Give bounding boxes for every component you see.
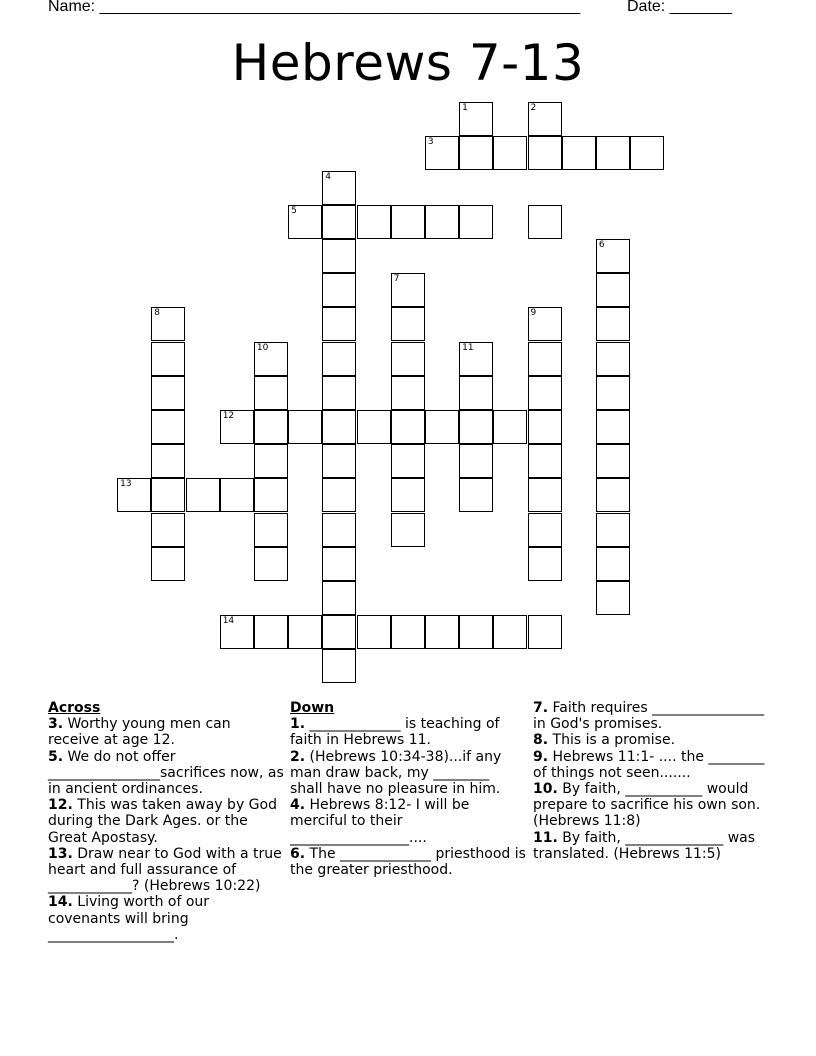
clue — [48, 749, 284, 798]
crossword-cell[interactable] — [596, 239, 630, 273]
clue-number: 13 — [120, 479, 132, 490]
clue — [48, 716, 284, 748]
crossword-cell[interactable] — [391, 205, 425, 239]
clue-number: 7 — [393, 274, 400, 285]
clue-number-label: 7. — [533, 700, 549, 716]
clue-text: Worthy young men can receive at age 12. — [48, 716, 231, 749]
crossword-cell[interactable] — [528, 136, 562, 170]
crossword-cell[interactable] — [459, 410, 493, 444]
crossword-cell[interactable] — [459, 102, 493, 136]
crossword-cell[interactable] — [596, 136, 630, 170]
crossword-cell[interactable] — [596, 307, 630, 341]
crossword-cell[interactable] — [459, 205, 493, 239]
clue-number-label: 11. — [533, 829, 558, 846]
crossword-cell[interactable] — [220, 615, 254, 649]
crossword-cell[interactable] — [322, 376, 356, 410]
clue-number: 14 — [222, 616, 235, 627]
crossword-cell[interactable] — [151, 410, 185, 444]
crossword-cell[interactable] — [528, 444, 562, 478]
clue-number-label: 1. — [290, 716, 306, 733]
crossword-cell[interactable] — [528, 376, 562, 410]
clue — [290, 797, 526, 846]
clue-number-label: 10. — [533, 781, 558, 798]
crossword-cell[interactable] — [425, 136, 459, 170]
crossword-cell[interactable] — [630, 136, 664, 170]
down-heading: Down — [290, 700, 335, 716]
crossword-cell[interactable] — [596, 342, 630, 376]
crossword-cell[interactable] — [322, 513, 356, 547]
crossword-cell[interactable] — [528, 478, 562, 512]
clue-number-label: 2. — [290, 748, 306, 765]
crossword-cell[interactable] — [254, 342, 288, 376]
crossword-cell[interactable] — [596, 478, 630, 512]
down-clues — [290, 700, 526, 878]
crossword-cell[interactable] — [391, 342, 425, 376]
clue — [290, 749, 526, 798]
crossword-cell[interactable] — [322, 478, 356, 512]
crossword-cell[interactable] — [322, 615, 356, 649]
crossword-cell[interactable] — [254, 444, 288, 478]
clue-number-label: 14. — [48, 894, 73, 911]
crossword-cell[interactable] — [528, 307, 562, 341]
crossword-cell[interactable] — [425, 410, 459, 444]
clue-text: Hebrews 8:12- I will be merciful to their _________________.... — [290, 797, 470, 846]
page-title: Hebrews 7-13 — [231, 34, 585, 92]
crossword-cell[interactable] — [151, 444, 185, 478]
crossword-cell[interactable] — [459, 376, 493, 410]
date-field-label: Date: _______ — [627, 0, 732, 15]
crossword-cell[interactable] — [391, 273, 425, 307]
crossword-cell[interactable] — [151, 307, 185, 341]
crossword-cell[interactable] — [186, 478, 220, 512]
clue-number-label: 3. — [48, 716, 64, 733]
crossword-cell[interactable] — [528, 547, 562, 581]
crossword-cell[interactable] — [596, 273, 630, 307]
crossword-cell[interactable] — [151, 342, 185, 376]
clue — [533, 749, 773, 781]
clue — [48, 894, 284, 943]
crossword-cell[interactable] — [322, 205, 356, 239]
crossword-cell[interactable] — [391, 410, 425, 444]
clue-number-label: 5. — [48, 748, 64, 765]
clue-number-label: 8. — [533, 732, 549, 749]
crossword-cell[interactable] — [151, 513, 185, 547]
crossword-cell[interactable] — [288, 410, 322, 444]
clue-text: This is a promise. — [548, 732, 676, 749]
clue-number-label: 6. — [290, 845, 306, 862]
crossword-cell[interactable] — [596, 376, 630, 410]
clue-number: 1 — [462, 103, 468, 114]
crossword-cell[interactable] — [151, 547, 185, 581]
clue-text: Hebrews 11:1- .... the ________ of things not seen....... — [533, 748, 765, 781]
crossword-cell[interactable] — [596, 444, 630, 478]
crossword-cell[interactable] — [357, 205, 391, 239]
crossword-cell[interactable] — [493, 136, 527, 170]
crossword-cell[interactable] — [254, 513, 288, 547]
crossword-cell[interactable] — [425, 615, 459, 649]
crossword-cell[interactable] — [322, 307, 356, 341]
crossword-cell[interactable] — [357, 410, 391, 444]
crossword-cell[interactable] — [288, 205, 322, 239]
crossword-cell[interactable] — [459, 136, 493, 170]
clue-text: The _____________ priesthood is the greater priesthood. — [290, 845, 526, 879]
crossword-cell[interactable] — [322, 239, 356, 273]
crossword-cell[interactable] — [117, 478, 151, 512]
crossword-cell[interactable] — [391, 478, 425, 512]
crossword-cell[interactable] — [391, 307, 425, 341]
crossword-cell[interactable] — [220, 410, 254, 444]
crossword-cell[interactable] — [322, 581, 356, 615]
crossword-cell[interactable] — [322, 273, 356, 307]
crossword-cell[interactable] — [151, 478, 185, 512]
across-heading: Across — [48, 700, 101, 716]
clue-text: Faith requires ________________ in God's promises. — [533, 700, 765, 733]
crossword-cell[interactable] — [254, 410, 288, 444]
crossword-cell[interactable] — [596, 513, 630, 547]
crossword-cell[interactable] — [493, 615, 527, 649]
crossword-cell[interactable] — [254, 547, 288, 581]
crossword-cell[interactable] — [459, 444, 493, 478]
crossword-cell[interactable] — [391, 513, 425, 547]
crossword-cell[interactable] — [528, 102, 562, 136]
clue — [533, 830, 773, 862]
crossword-cell[interactable] — [528, 513, 562, 547]
crossword-cell[interactable] — [254, 478, 288, 512]
clue-number: 2 — [530, 103, 537, 114]
crossword-cell[interactable] — [596, 581, 630, 615]
clue — [48, 797, 284, 846]
clue-text: _____________ is teaching of faith in Hebrews 11. — [290, 716, 500, 749]
crossword-cell[interactable] — [528, 410, 562, 444]
crossword-cell[interactable] — [357, 615, 391, 649]
crossword-cell[interactable] — [322, 547, 356, 581]
clue-number: 8 — [154, 308, 161, 319]
clue — [533, 732, 773, 748]
clue-number: 10 — [256, 342, 269, 353]
crossword-cell[interactable] — [425, 205, 459, 239]
crossword-cell[interactable] — [151, 376, 185, 410]
clue-text: By faith, ___________ would prepare to sacrifice his own son. (Hebrews 11:8) — [533, 781, 761, 830]
crossword-cell[interactable] — [596, 547, 630, 581]
clue-number: 5 — [291, 205, 297, 216]
clue-text: Living worth of our covenants will bring __________________. — [48, 894, 210, 943]
clue-number: 9 — [530, 308, 537, 319]
clue-number-label: 12. — [48, 797, 73, 814]
crossword-cell[interactable] — [459, 478, 493, 512]
across-clues — [48, 700, 284, 943]
crossword-cell[interactable] — [528, 615, 562, 649]
clue-number: 12 — [222, 410, 235, 421]
clue-number: 6 — [598, 239, 605, 250]
clue-number: 4 — [325, 171, 332, 182]
crossword-cell[interactable] — [459, 615, 493, 649]
clue-number-label: 9. — [533, 748, 549, 765]
crossword-cell[interactable] — [322, 444, 356, 478]
clue-number-label: 4. — [290, 797, 306, 814]
name-field-label: Name: ______________________________________________________ — [48, 0, 581, 15]
clue-text: This was taken away by God during the Dark Ages. or the Great Apostasy. — [48, 797, 277, 846]
crossword-cell[interactable] — [459, 342, 493, 376]
crossword-cell[interactable] — [322, 171, 356, 205]
crossword-cell[interactable] — [493, 410, 527, 444]
crossword-cell[interactable] — [220, 478, 254, 512]
clue-number: 3 — [427, 137, 434, 148]
crossword-cell[interactable] — [254, 376, 288, 410]
clue-number-label: 13. — [48, 845, 73, 862]
crossword-cell[interactable] — [322, 342, 356, 376]
crossword-cell[interactable] — [528, 205, 562, 239]
clue — [533, 781, 773, 830]
clue — [290, 846, 526, 878]
clue-text: We do not offer ________________sacrifices now, as in ancient ordinances. — [48, 748, 284, 798]
crossword-cell[interactable] — [528, 342, 562, 376]
crossword-cell[interactable] — [322, 649, 356, 683]
crossword-cell[interactable] — [596, 410, 630, 444]
crossword-cell[interactable] — [288, 615, 322, 649]
clue — [290, 716, 526, 748]
crossword-cell[interactable] — [391, 376, 425, 410]
clue-text: (Hebrews 10:34-38)...if any man draw back, my ________ shall have no pleasure in him. — [290, 748, 502, 798]
crossword-cell[interactable] — [322, 410, 356, 444]
crossword-cell[interactable] — [391, 444, 425, 478]
clue — [48, 846, 284, 895]
crossword-cell[interactable] — [562, 136, 596, 170]
down-clues-continued — [533, 700, 773, 862]
clue-text: Draw near to God with a true heart and full assurance of ____________? (Hebrews 10:22) — [48, 845, 282, 895]
crossword-cell[interactable] — [254, 615, 288, 649]
clue — [533, 700, 773, 732]
clue-number: 11 — [462, 342, 474, 353]
clue-text: By faith, ______________ was translated. (Hebrews 11:5) — [533, 829, 756, 862]
crossword-cell[interactable] — [391, 615, 425, 649]
